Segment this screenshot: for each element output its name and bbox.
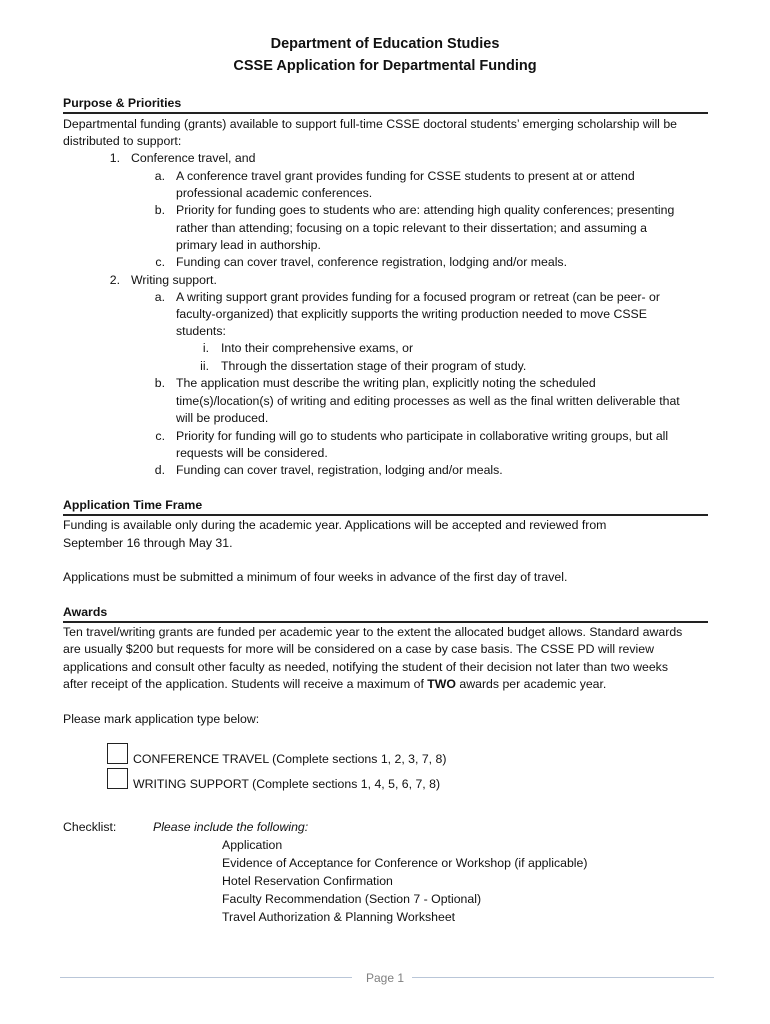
item2b-line3: will be produced.	[176, 411, 269, 425]
timeframe-line2: September 16 through May 31.	[63, 536, 233, 550]
timeframe-heading: Application Time Frame	[63, 498, 708, 516]
awards-line3: applications and consult other faculty as needed, notifying the student of their decision not later than two weeks	[63, 660, 668, 674]
awards-line2: are usually $200 but requests for more will be considered on a case by case basis. The CSSE PD will review	[63, 642, 654, 656]
writing-support-checkbox[interactable]	[107, 768, 128, 789]
item1b-line2: rather than attending; focusing on a topic relevant to their dissertation; and assuming a	[176, 221, 647, 235]
purpose-intro-line2: distributed to support:	[63, 134, 182, 148]
form-title: CSSE Application for Departmental Funding	[233, 58, 537, 74]
page-number: Page 1	[365, 971, 405, 985]
item1-label: Conference travel, and	[131, 151, 256, 165]
application-type-prompt: Please mark application type below:	[63, 712, 260, 726]
item2b-line1: The application must describe the writing plan, explicitly noting the scheduled	[176, 376, 596, 390]
list-letter: c.	[155, 429, 165, 443]
checklist-item: Faculty Recommendation (Section 7 - Optional)	[222, 892, 482, 906]
item2a-line3: students:	[176, 324, 226, 338]
list-roman: ii.	[200, 359, 209, 373]
timeframe-line1: Funding is available only during the academic year. Applications will be accepted and reviewed from	[63, 518, 607, 532]
awards-line4-post: awards per academic year.	[455, 677, 607, 691]
purpose-intro-line1: Departmental funding (grants) available to support full-time CSSE doctoral students’ emerging scholarship will be	[63, 117, 678, 131]
item2d-line1: Funding can cover travel, registration, lodging and/or meals.	[176, 463, 503, 477]
checklist-label: Checklist:	[63, 820, 117, 834]
timeframe-line3: Applications must be submitted a minimum of four weeks in advance of the first day of travel.	[63, 570, 568, 584]
checklist-item: Evidence of Acceptance for Conference or Workshop (if applicable)	[222, 856, 588, 870]
list-letter: c.	[155, 255, 165, 269]
list-roman: i.	[202, 341, 209, 355]
list-letter: a.	[154, 169, 165, 183]
list-number: 2.	[109, 273, 120, 287]
checklist-item: Hotel Reservation Confirmation	[222, 874, 393, 888]
checklist-instruction: Please include the following:	[153, 820, 309, 834]
awards-heading: Awards	[63, 605, 708, 623]
list-letter: d.	[154, 463, 165, 477]
awards-line4	[63, 676, 606, 694]
checklist-item: Travel Authorization & Planning Worksheet	[222, 910, 456, 924]
awards-max-count: TWO	[427, 677, 456, 691]
awards-line1: Ten travel/writing grants are funded per academic year to the extent the allocated budget allows. Standard awards	[63, 625, 683, 639]
item2a-line1: A writing support grant provides funding for a focused program or retreat (can be peer- or	[176, 290, 660, 304]
department-title: Department of Education Studies	[270, 36, 500, 52]
item2a-line2: faculty-organized) that explicitly supports the writing production needed to move CSSE	[176, 307, 647, 321]
item2a-ii-text: Through the dissertation stage of their program of study.	[221, 359, 527, 373]
checklist-item: Application	[222, 838, 283, 852]
writing-support-label: WRITING SUPPORT (Complete sections 1, 4, 5, 6, 7, 8)	[133, 777, 441, 791]
item1b-line1: Priority for funding goes to students who are: attending high quality conferences; presenting	[176, 203, 675, 217]
item2c-line1: Priority for funding will go to students who participate in collaborative writing groups, but all	[176, 429, 669, 443]
item1a-line2: professional academic conferences.	[176, 186, 373, 200]
conference-travel-checkbox[interactable]	[107, 743, 128, 764]
purpose-heading: Purpose & Priorities	[63, 96, 708, 114]
item1a-line1: A conference travel grant provides funding for CSSE students to present at or attend	[176, 169, 635, 183]
item2b-line2: time(s)/location(s) of writing and editing processes as well as the final written deliverable that	[176, 394, 680, 408]
item2a-i-text: Into their comprehensive exams, or	[221, 341, 414, 355]
item1c-line1: Funding can cover travel, conference registration, lodging and/or meals.	[176, 255, 567, 269]
item2-label: Writing support.	[131, 273, 217, 287]
conference-travel-label: CONFERENCE TRAVEL (Complete sections 1, 2, 3, 7, 8)	[133, 752, 447, 766]
item1b-line3: primary lead in authorship.	[176, 238, 321, 252]
list-letter: b.	[154, 376, 165, 390]
list-letter: a.	[154, 290, 165, 304]
awards-line4-pre: after receipt of the application. Students will receive a maximum of	[63, 677, 428, 691]
item2c-line2: requests will be considered.	[176, 446, 328, 460]
list-letter: b.	[154, 203, 165, 217]
list-number: 1.	[109, 151, 120, 165]
